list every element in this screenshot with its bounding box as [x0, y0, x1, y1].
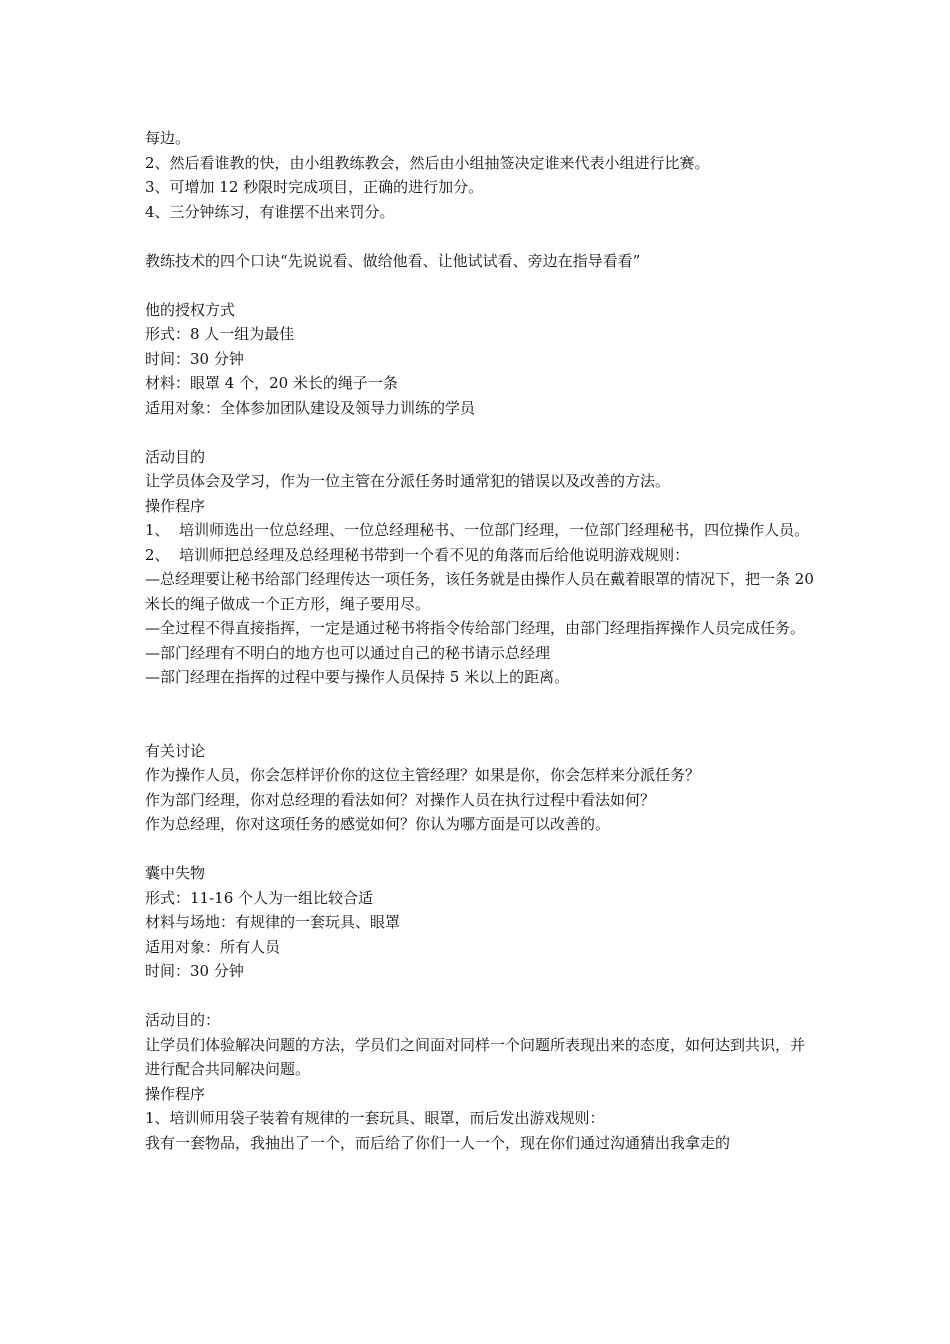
spacer [145, 690, 817, 739]
text-line: 2、然后看谁教的快，由小组教练教会，然后由小组抽签决定谁来代表小组进行比赛。 [145, 153, 710, 172]
time-line: 时间：30 分钟 [145, 962, 244, 980]
format-line: 形式：11-16 个人为一组比较合适 [145, 888, 374, 907]
coaching-mnemonic: 教练技术的四个口诀“先说说看、做给他看、让他试试看、旁边在指导看看” [145, 251, 641, 270]
purpose-heading: 活动目的： [145, 1011, 221, 1029]
rule-line: —总经理要让秘书给部门经理传达一项任务，该任务就是由操作人员在戴着眼罩的情况下，把一条 20 米长的绳子做成一个正方形，绳子要用尽。 [145, 570, 819, 613]
purpose-text: 让学员们体验解决问题的方法，学员们之间面对同样一个问题所表现出来的态度，如何达到共识，并进行配合共同解决问题。 [145, 1035, 806, 1078]
materials-line: 材料与场地：有规律的一套玩具、眼罩 [145, 913, 401, 931]
section-title: 有关讨论 [145, 741, 206, 760]
text-line: 4、三分钟练习，有谁摆不出来罚分。 [145, 202, 395, 221]
rule-line: —全过程不得直接指挥，一定是通过秘书将指令传给部门经理，由部门经理指挥操作人员完成任务。 [145, 619, 806, 637]
procedure-step: 1、 培训师选出一位总经理、一位总经理秘书、一位部门经理，一位部门经理秘书，四位操作人员。 [145, 521, 810, 539]
text-line: 3、可增加 12 秒限时完成项目，正确的进行加分。 [145, 178, 484, 196]
procedure-step: 1、培训师用袋子装着有规律的一套玩具、眼罩，而后发出游戏规则： [145, 1109, 605, 1127]
rule-line: —部门经理有不明白的地方也可以通过自己的秘书请示总经理 [145, 643, 551, 662]
spacer [145, 837, 817, 862]
rule-line: —部门经理在指挥的过程中要与操作人员保持 5 米以上的距离。 [145, 668, 570, 686]
purpose-text: 让学员体会及学习，作为一位主管在分派任务时通常犯的错误以及改善的方法。 [145, 472, 671, 490]
audience-line: 适用对象：全体参加团队建设及领导力训练的学员 [145, 398, 476, 417]
spacer [145, 420, 817, 445]
discussion-question: 作为操作人员，你会怎样评价你的这位主管经理？如果是你，你会怎样来分派任务？ [145, 766, 701, 784]
spacer [145, 984, 817, 1009]
text-line: 每边。 [145, 129, 191, 147]
format-line: 形式：8 人一组为最佳 [145, 325, 295, 343]
spacer [145, 224, 817, 249]
discussion-question: 作为总经理，你对这项任务的感觉如何？你认为哪方面是可以改善的。 [145, 815, 611, 833]
audience-line: 适用对象：所有人员 [145, 937, 281, 956]
spacer [145, 273, 817, 298]
materials-line: 材料：眼罩 4 个，20 米长的绳子一条 [145, 374, 398, 392]
procedure-step: 2、 培训师把总经理及总经理秘书带到一个看不见的角落而后给他说明游戏规则： [145, 545, 690, 564]
procedure-heading: 操作程序 [145, 1084, 206, 1103]
time-line: 时间：30 分钟 [145, 349, 244, 368]
section-title: 囊中失物 [145, 864, 206, 882]
discussion-question: 作为部门经理，你对总经理的看法如何？对操作人员在执行过程中看法如何？ [145, 790, 656, 809]
section-title: 他的授权方式 [145, 300, 236, 319]
procedure-heading: 操作程序 [145, 496, 206, 515]
document-body [145, 126, 817, 1155]
rule-line: 我有一套物品，我抽出了一个，而后给了你们一人一个，现在你们通过沟通猜出我拿走的 [145, 1133, 731, 1152]
purpose-heading: 活动目的 [145, 447, 206, 466]
